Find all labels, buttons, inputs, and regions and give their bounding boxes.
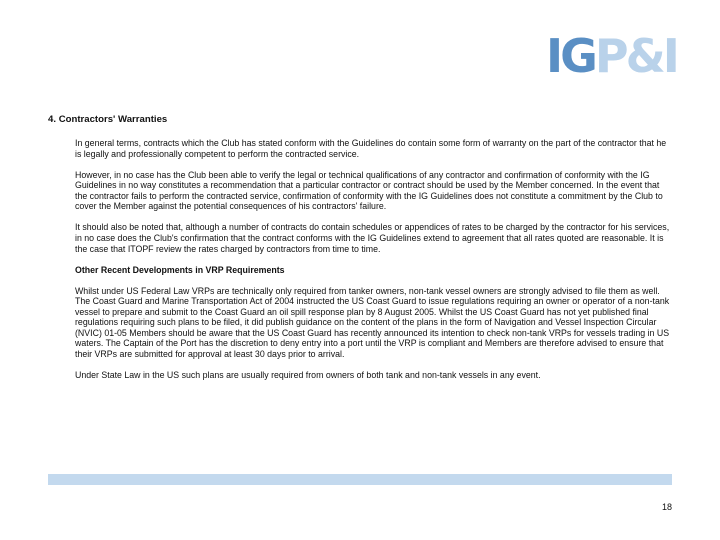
- ig-pi-logo: [546, 29, 677, 83]
- section-body: [75, 138, 673, 391]
- paragraph-state-law: Under State Law in the US such plans are usually required from owners of both tank and non-tank vessels in any event.: [75, 370, 541, 381]
- subheading-vrp: Other Recent Developments in VRP Requirements: [75, 264, 285, 275]
- footer-bar: [48, 474, 672, 485]
- paragraph-verification: However, in no case has the Club been able to verify the legal or technical qualifications of any contractor and confirmation of conformity with the IG Guidelines in no way constitutes a recommendation that a particular contractor or contract should be used by the Member concerned. In the event that the contractor fails to perform the contracted service, confirmation of conformity with the IG Guidelines does not constitute a commitment by the Club to cover the Member against the potential consequences of his contractors' failure.: [75, 169, 663, 212]
- paragraph-warranty: In general terms, contracts which the Club has stated conform with the Guidelines do contain some form of warranty on the part of the contractor that he is legally and professionally competent to perform the contracted service.: [75, 138, 667, 159]
- section-heading: [48, 114, 167, 126]
- page-number: 18: [661, 502, 672, 512]
- paragraph-federal-law: Whilst under US Federal Law VRPs are technically only required from tanker owners, non-tank vessel owners are strongly advised to file them as well. The Coast Guard and Marine Transportation Act of 2004 instructed the US Coast Guard to issue regulations requiring an owner or operator of a non-tank vessel to prepare and submit to the Coast Guard an oil spill response plan by 8 August 2005. Whilst the US Coast Guard has not yet published final regulations requiring such plans to be filed, it did publish guidance on the content of the plans in the form of Navigation and Vessel Inspection Circular (NVIC) 01-05 Members should be aware that the US Coast Guard has recently announced its intention to check non-tank VRPs for vessels trading in US waters. The Captain of the Port has the discretion to deny entry into a port until the VRP is compliant and Members are therefore advised to ensure that their VRPs are submitted for approval at least 30 days prior to arrival.: [75, 285, 670, 360]
- section-number: 4.: [48, 114, 57, 125]
- logo-part-pi: P&I: [594, 29, 677, 83]
- section-title: Contractors' Warranties: [58, 114, 168, 125]
- paragraph-rates: It should also be noted that, although a number of contracts do contain schedules or appendices of rates to be charged by the contractor for his services, in no case does the Club's confirmation that the contract conforms with the IG Guidelines extend to agreement that all rates quoted are reasonable. It is the case that ITOPF review the rates charged by contractors from time to time.: [75, 222, 670, 254]
- logo-part-ig: IG: [546, 29, 595, 83]
